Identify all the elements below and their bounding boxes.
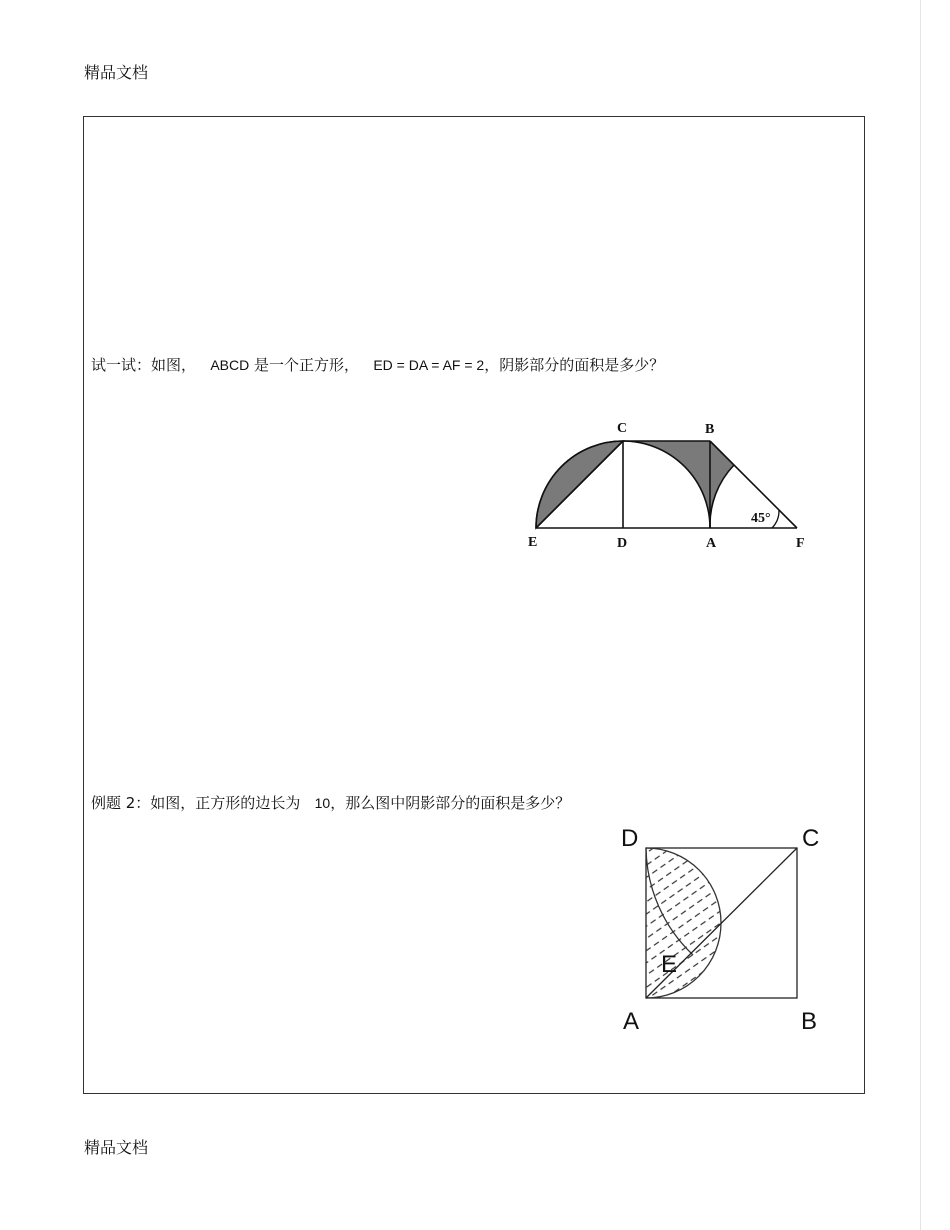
footer-watermark: 精品文档	[84, 1138, 149, 1157]
point-label-e: E	[528, 535, 538, 550]
problem-2-text	[91, 792, 570, 813]
point-label-b: B	[705, 422, 715, 437]
point-label-d: D	[621, 825, 639, 852]
shaded-region-square	[623, 441, 710, 528]
point-label-c: C	[802, 825, 820, 852]
problem-2-lead: 例题 2：如图，正方形的边长为	[91, 794, 301, 812]
problem-1-tail: ，阴影部分的面积是多少？	[484, 356, 665, 374]
problem-2-tail: ，那么图中阴影部分的面积是多少？	[330, 794, 571, 812]
problem-1-equation: ED = DA = AF = 2	[373, 357, 485, 373]
header-watermark: 精品文档	[84, 63, 149, 82]
problem-1-mid: 是一个正方形，	[249, 356, 360, 374]
point-label-d: D	[617, 536, 628, 551]
point-label-c: C	[617, 421, 628, 436]
problem-2-figure	[615, 820, 845, 1035]
angle-mark-f	[772, 510, 779, 528]
problem-1-text	[91, 354, 664, 375]
page-edge-rule	[920, 0, 921, 1230]
angle-label: 45°	[751, 511, 771, 526]
point-label-a: A	[706, 536, 717, 551]
problem-1-figure	[520, 412, 810, 562]
point-label-b: B	[801, 1008, 818, 1035]
problem-1-lead: 试一试：如图，	[91, 356, 197, 374]
point-label-a: A	[623, 1008, 640, 1035]
point-label-e: E	[661, 951, 678, 978]
point-label-f: F	[796, 536, 805, 551]
problem-1-square-name: ABCD	[210, 357, 250, 373]
problem-2-side-length: 10	[314, 795, 331, 811]
hatched-semicircle	[646, 848, 721, 998]
